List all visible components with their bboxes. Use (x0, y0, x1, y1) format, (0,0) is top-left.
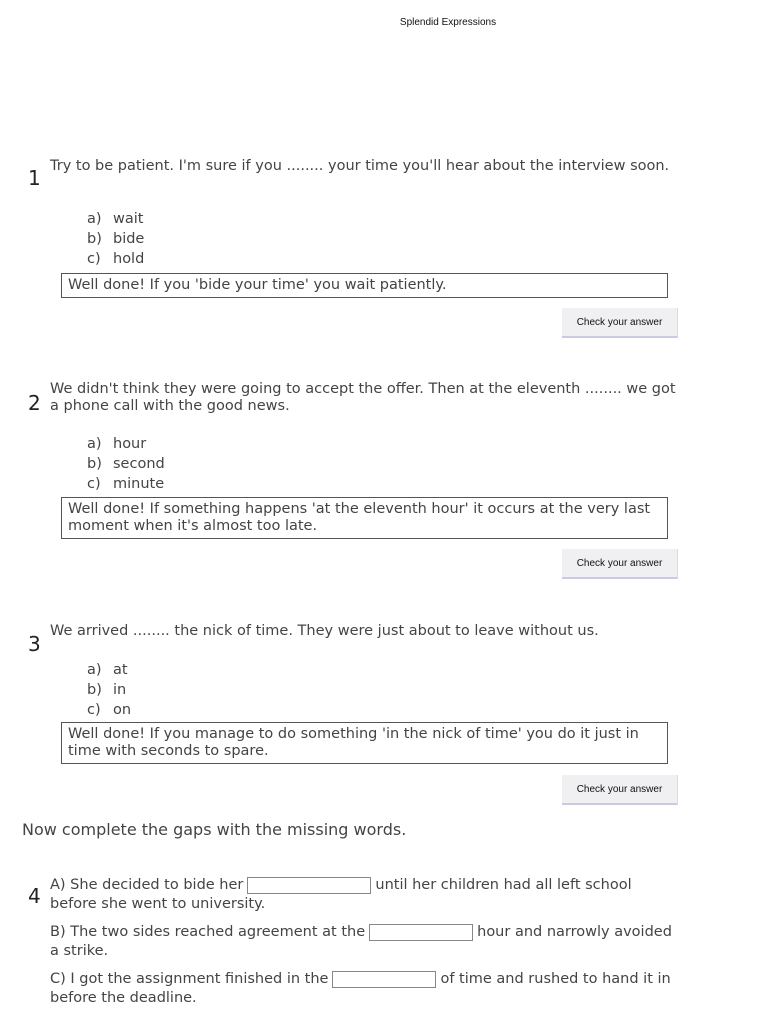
question-text: Try to be patient. I'm sure if you ........ your time you'll hear about the interview soon. (50, 158, 670, 174)
gap-input-c[interactable] (332, 971, 436, 988)
options-list (87, 660, 131, 720)
gap-item-b (50, 923, 680, 961)
gap-input-b[interactable] (369, 924, 473, 941)
option-letter: a) (87, 662, 102, 678)
option-label: minute (113, 476, 165, 492)
option-letter: b) (87, 456, 102, 472)
gap-item-a (50, 876, 680, 914)
option-a[interactable] (87, 209, 144, 229)
option-label: hour (113, 436, 147, 452)
gap-text-after: hour and narrowly avoided a strike. (50, 924, 672, 959)
option-label: hold (113, 251, 145, 267)
gap-text-before: A) She decided to bide her (50, 877, 244, 893)
check-answer-button[interactable]: Check your answer (562, 308, 678, 338)
option-label: bide (113, 231, 145, 247)
page-title: Splendid Expressions (399, 17, 497, 28)
question-number: 1 (28, 166, 41, 190)
gap-text-after: until her children had all left school before she went to university. (50, 877, 632, 912)
question-number: 3 (28, 632, 41, 656)
gap-text-after: of time and rushed to hand it in before the deadline. (50, 971, 671, 1006)
option-a[interactable] (87, 660, 131, 680)
check-answer-button[interactable]: Check your answer (562, 549, 678, 579)
option-label: wait (113, 211, 144, 227)
option-label: at (113, 662, 128, 678)
option-letter: b) (87, 231, 102, 247)
option-b[interactable] (87, 680, 131, 700)
question-text: We didn't think they were going to accept the offer. Then at the eleventh ........ we got a phone call with the good news. (50, 381, 676, 414)
option-c[interactable] (87, 474, 165, 494)
question-number: 2 (28, 391, 41, 415)
options-list (87, 209, 144, 269)
question-number: 4 (28, 884, 41, 908)
gap-fill-instructions: Now complete the gaps with the missing words. (22, 820, 407, 839)
feedback-box: Well done! If you manage to do something 'in the nick of time' you do it just in time with seconds to spare. (61, 722, 668, 764)
option-b[interactable] (87, 229, 144, 249)
option-a[interactable] (87, 434, 165, 454)
option-letter: a) (87, 436, 102, 452)
question-text: We arrived ........ the nick of time. They were just about to leave without us. (50, 623, 599, 639)
option-b[interactable] (87, 454, 165, 474)
option-c[interactable] (87, 700, 131, 720)
option-letter: c) (87, 702, 101, 718)
feedback-box: Well done! If something happens 'at the eleventh hour' it occurs at the very last moment when it's almost too late. (61, 497, 668, 539)
option-letter: c) (87, 476, 101, 492)
option-letter: a) (87, 211, 102, 227)
gap-text-before: C) I got the assignment finished in the (50, 971, 329, 987)
option-letter: b) (87, 682, 102, 698)
gap-item-c (50, 970, 680, 1008)
check-answer-button[interactable]: Check your answer (562, 775, 678, 805)
gap-input-a[interactable] (247, 877, 371, 894)
gap-text-before: B) The two sides reached agreement at the (50, 924, 366, 940)
feedback-box: Well done! If you 'bide your time' you wait patiently. (61, 273, 668, 298)
option-label: second (113, 456, 165, 472)
option-letter: c) (87, 251, 101, 267)
option-label: on (113, 702, 132, 718)
option-label: in (113, 682, 127, 698)
options-list (87, 434, 165, 494)
option-c[interactable] (87, 249, 144, 269)
